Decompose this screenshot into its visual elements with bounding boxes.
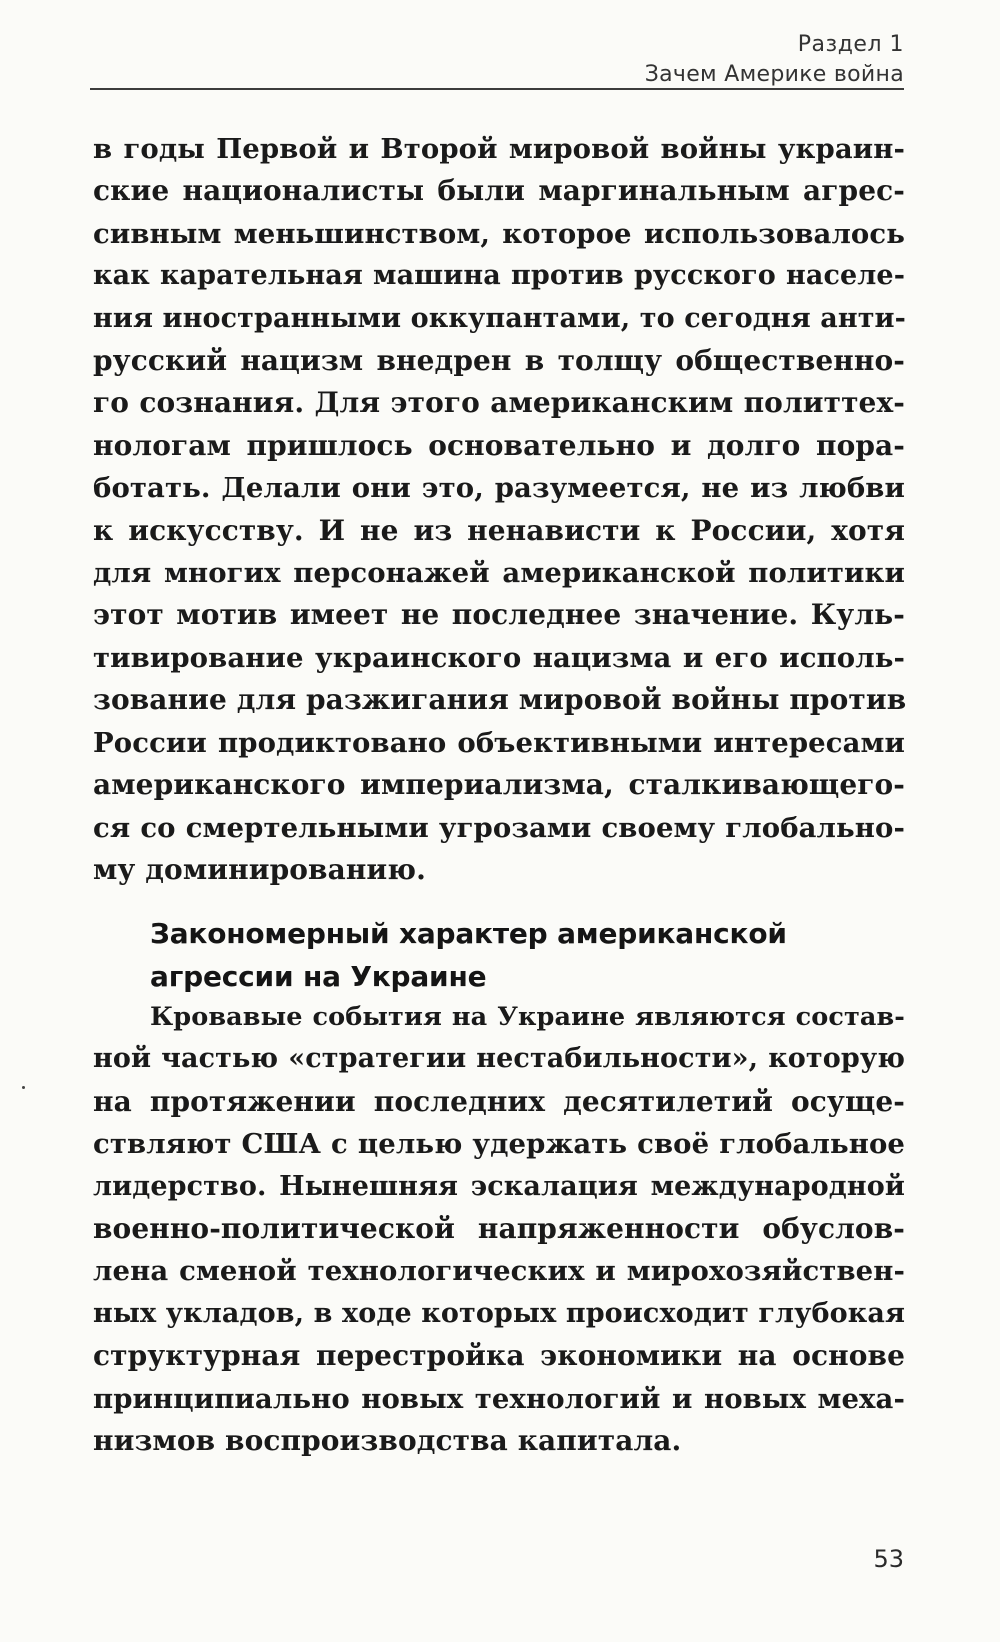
page-speck <box>22 1086 25 1089</box>
header-rule <box>90 88 904 90</box>
subheading-line: агрессии на Украине <box>150 960 487 993</box>
text-line: в годы Первой и Второй мировой войны украин- <box>93 133 905 165</box>
text-line: русский нацизм внедрен в толщу общественно- <box>93 344 905 378</box>
text-line: тивирование украинского нацизма и его исполь- <box>93 641 905 674</box>
text-line: американского империализма, сталкивающего- <box>93 768 905 802</box>
text-line: структурная перестройка экономики на основе <box>93 1339 905 1373</box>
paragraph-2 <box>93 996 905 1462</box>
text-line: как карательная машина против русского населе- <box>93 260 905 292</box>
text-line: лидерство. Нынешняя эскалация международной <box>93 1170 905 1202</box>
page-number: 53 <box>873 1545 904 1573</box>
text-line: Кровавые события на Украине являются состав- <box>150 1002 905 1032</box>
text-line: принципиально новых технологий и новых меха- <box>93 1382 905 1415</box>
subheading-line: Закономерный характер американской <box>150 917 787 950</box>
text-line: низмов воспроизводства капитала. <box>93 1424 682 1458</box>
text-line: ной частью «стратегии нестабильности», которую <box>93 1043 905 1075</box>
text-line: лена сменой технологических и мирохозяйствен- <box>93 1255 905 1288</box>
section-subheading <box>150 912 910 998</box>
text-line: му доминированию. <box>93 852 426 886</box>
section-label: Раздел 1 <box>797 32 904 57</box>
text-line: России продиктовано объективными интересами <box>93 726 905 759</box>
running-header <box>645 30 904 90</box>
chapter-title: Зачем Америке война <box>644 62 904 87</box>
text-line: ские националисты были маргинальным агрес- <box>93 174 905 208</box>
text-line: нологам пришлось основательно и долго пора- <box>93 428 905 462</box>
text-line: военно-политической напряженности обуслов- <box>93 1212 905 1246</box>
text-line: для многих персонажей американской политики <box>93 557 905 590</box>
text-line: на протяжении последних десятилетий осуще- <box>93 1084 905 1118</box>
text-line: зование для разжигания мировой войны против <box>93 683 907 717</box>
paragraph-1 <box>93 128 905 891</box>
text-line: ся со смертельными угрозами своему глобально- <box>93 811 905 844</box>
text-line: ния иностранными оккупантами, то сегодня анти- <box>93 302 906 334</box>
text-line: го сознания. Для этого американским политтех- <box>93 386 905 420</box>
text-line: к искусству. И не из ненависти к России, хотя <box>93 513 905 547</box>
text-line: ствляют США с целью удержать своё глобальное <box>93 1128 905 1161</box>
text-line: этот мотив имеет не последнее значение. Куль- <box>93 598 905 632</box>
text-line: сивным меньшинством, которое использовалось <box>93 217 905 250</box>
text-line: ботать. Делали они это, разумеется, не из любви <box>93 472 905 505</box>
text-line: ных укладов, в ходе которых происходит глубокая <box>93 1297 905 1329</box>
